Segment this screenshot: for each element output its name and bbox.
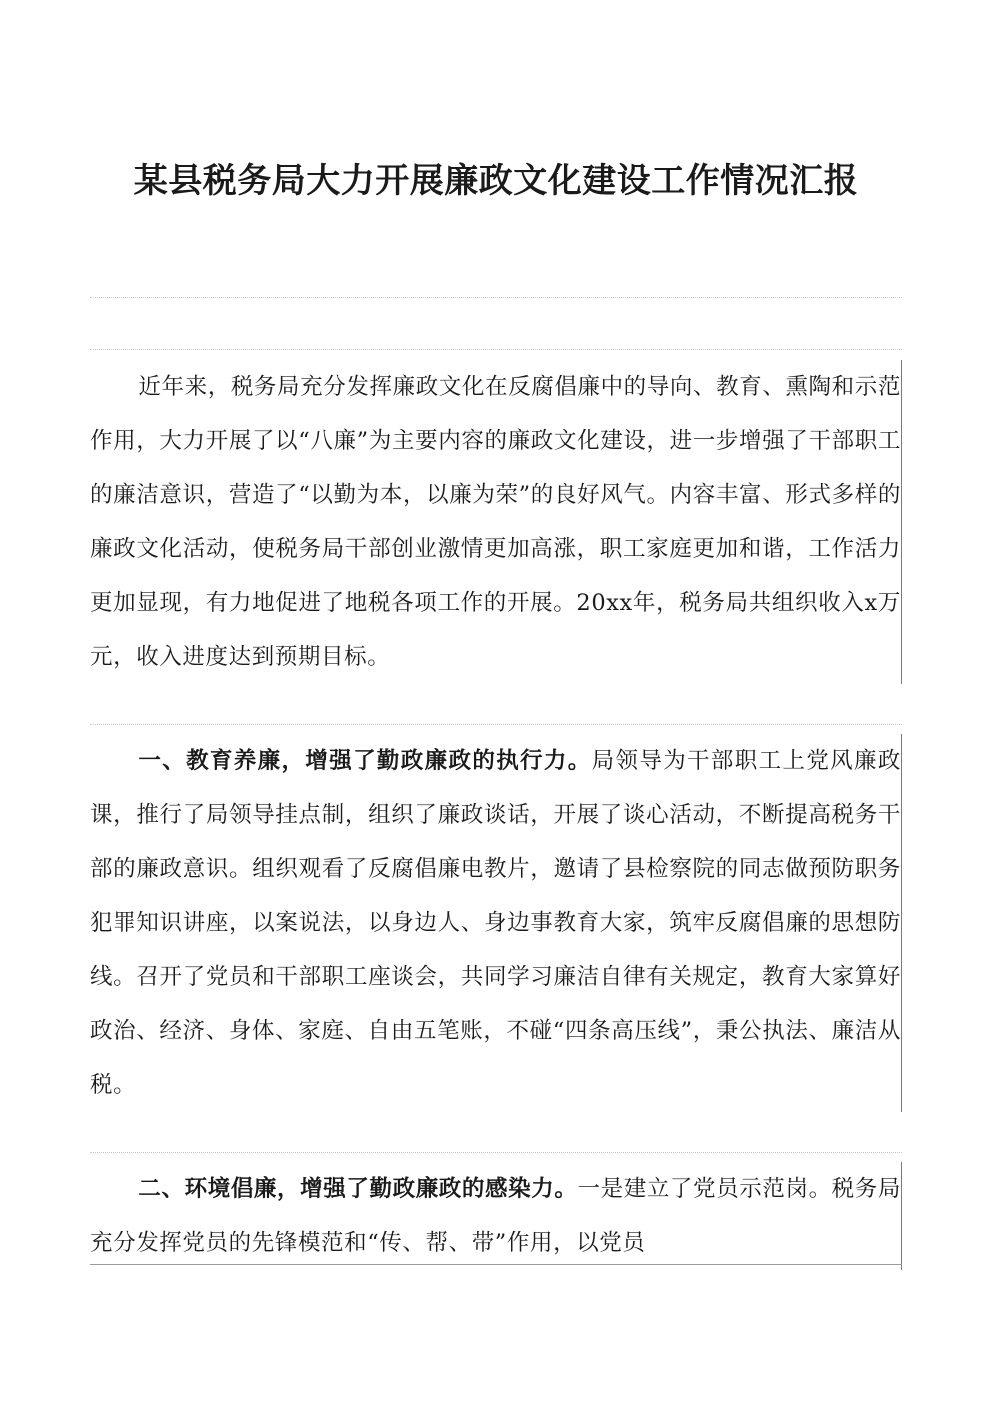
section-two-heading: 二、环境倡廉，增强了勤政廉政的感染力。: [138, 1176, 578, 1202]
page-bottom-rule: [90, 1264, 902, 1265]
divider: [90, 349, 902, 350]
section-two-body: 一是建立了党员示范岗。税务局充分发挥党员的先锋模范和“传、帮、带”作用，以党员: [90, 1176, 901, 1256]
divider: [90, 724, 902, 725]
section-one-body: 局领导为干部职工上党风廉政课，推行了局领导挂点制，组织了廉政谈话，开展了谈心活动，不断提高税务干部的廉政意识。组织观看了反腐倡廉电教片，邀请了县检察院的同志做预防职务犯罪知识讲座，以案说法，以身边人、身边事教育大家，筑牢反腐倡廉的思想防线。召开了党员和干部职工座谈会，共同学习廉洁自律有关规定，教育大家算好政治、经济、身体、家庭、自由五笔账，不碰“四条高压线”，秉公执法、廉洁从税。: [90, 748, 901, 1098]
divider: [90, 297, 902, 298]
intro-paragraph: 近年来，税务局充分发挥廉政文化在反腐倡廉中的导向、教育、熏陶和示范作用，大力开展了以“八廉”为主要内容的廉政文化建设，进一步增强了干部职工的廉洁意识，营造了“以勤为本，以廉为荣”的良好风气。内容丰富、形式多样的廉政文化活动，使税务局干部创业激情更加高涨，职工家庭更加和谐，工作活力更加显现，有力地促进了地税各项工作的开展。20xx年，税务局共组织收入x万元，收入进度达到预期目标。: [90, 360, 902, 684]
page-title: 某县税务局大力开展廉政文化建设工作情况汇报: [133, 161, 859, 201]
section-one-heading: 一、教育养廉，增强了勤政廉政的执行力。: [138, 748, 592, 774]
section-one-paragraph: [90, 734, 902, 1112]
section-two-paragraph: [90, 1162, 902, 1270]
divider: [90, 1152, 902, 1153]
